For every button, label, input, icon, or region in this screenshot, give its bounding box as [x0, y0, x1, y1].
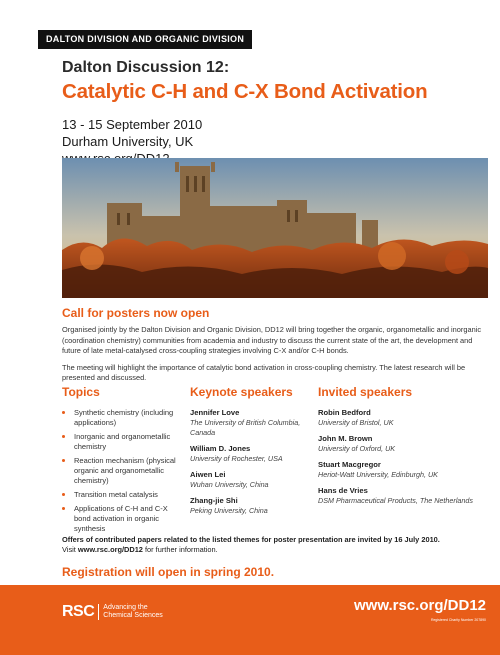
poster-offers-notice [62, 535, 482, 555]
visit-prefix: Visit [62, 545, 78, 554]
bullet-icon [62, 435, 65, 438]
call-for-posters [62, 305, 482, 390]
speaker-name: Aiwen Lei [190, 470, 226, 479]
speaker-name: Jennifer Love [190, 408, 240, 417]
speaker-affiliation: University of Rochester, USA [190, 454, 283, 463]
speaker-affiliation: Peking University, China [190, 506, 268, 515]
call-intro-paragraph: Organised jointly by the Dalton Division and Organic Division, DD12 will bring together the organic, organometallic and inorganic (coordination chemistry) communities from academia and industry to discuss the current state of the art, the development and future of late metal-catalysed cross-coupling strategies involving C-X and/or C-H bonds. [62, 325, 482, 355]
keynote-title: Keynote speakers [190, 385, 293, 399]
keynote-speaker [190, 496, 308, 516]
division-banner: DALTON DIVISION AND ORGANIC DIVISION [38, 30, 252, 49]
charity-number: Registered Charity Number 207890 [430, 618, 486, 622]
topic-text: Reaction mechanism (physical organic and organometallic chemistry) [74, 456, 176, 485]
visit-suffix: for further information. [142, 545, 218, 554]
bullet-icon [62, 493, 65, 496]
bullet-icon [62, 459, 65, 462]
topics-list [62, 408, 180, 534]
topics-column [62, 384, 180, 538]
offers-website-link[interactable]: www.rsc.org/DD12 [77, 545, 143, 554]
call-highlight-paragraph: The meeting will highlight the importance of catalytic bond activation in cross-coupling chemistry. The latest research will be presented and discussed. [62, 362, 466, 382]
speaker-affiliation: University of Bristol, UK [318, 418, 394, 427]
call-title: Call for posters now open [62, 306, 210, 320]
footer-website-link[interactable]: www.rsc.org/DD12 [354, 597, 486, 614]
invited-speaker [318, 434, 488, 454]
offers-deadline-text: Offers of contributed papers related to the listed themes for poster presentation are invited by 16 July 2010. [62, 535, 440, 544]
list-item [62, 432, 180, 452]
registration-notice: Registration will open in spring 2010. [62, 565, 275, 579]
keynote-speaker [190, 444, 308, 464]
footer-band [0, 585, 500, 655]
speaker-affiliation: The University of British Columbia, Canada [190, 418, 301, 437]
invited-speaker [318, 460, 488, 480]
invited-column [318, 384, 488, 512]
speaker-name: Robin Bedford [318, 408, 371, 417]
rsc-logo [62, 603, 173, 621]
speaker-affiliation: Heriot-Watt University, Edinburgh, UK [318, 470, 438, 479]
offers-visit-line [62, 545, 482, 555]
event-title: Catalytic C-H and C-X Bond Activation [62, 80, 428, 103]
invited-title: Invited speakers [318, 385, 413, 399]
list-item [62, 456, 180, 486]
topic-text: Transition metal catalysis [74, 490, 158, 499]
invited-speaker [318, 408, 488, 428]
speaker-name: John M. Brown [318, 434, 373, 443]
speaker-name: William D. Jones [190, 444, 251, 453]
event-location: Durham University, UK [62, 134, 194, 149]
speaker-name: Hans de Vries [318, 486, 368, 495]
speaker-name: Stuart Macgregor [318, 460, 381, 469]
event-series: Dalton Discussion 12: [62, 59, 230, 76]
durham-cathedral-photo [62, 158, 488, 298]
keynote-speaker [190, 470, 308, 490]
bullet-icon [62, 411, 65, 414]
speaker-affiliation: DSM Pharmaceutical Products, The Netherlands [318, 496, 473, 505]
topic-text: Inorganic and organometallic chemistry [74, 432, 171, 451]
list-item [62, 504, 180, 534]
rsc-logo-tagline: Advancing the Chemical Sciences [103, 604, 163, 619]
list-item [62, 408, 180, 428]
speaker-affiliation: University of Oxford, UK [318, 444, 396, 453]
keynote-speaker [190, 408, 308, 438]
speaker-name: Zhang-jie Shi [190, 496, 238, 505]
keynote-column [190, 384, 308, 522]
rsc-logo-mark: RSC [62, 603, 95, 620]
invited-speaker [318, 486, 488, 506]
topic-text: Applications of C-H and C-X bond activation in organic synthesis [74, 504, 168, 533]
logo-divider [98, 604, 99, 620]
list-item [62, 490, 180, 500]
topics-title: Topics [62, 385, 100, 399]
event-date: 13 - 15 September 2010 [62, 117, 203, 132]
topic-text: Synthetic chemistry (including applications) [74, 408, 174, 427]
bullet-icon [62, 507, 65, 510]
event-header [62, 58, 482, 167]
speaker-affiliation: Wuhan University, China [190, 480, 269, 489]
program-columns [62, 384, 488, 534]
